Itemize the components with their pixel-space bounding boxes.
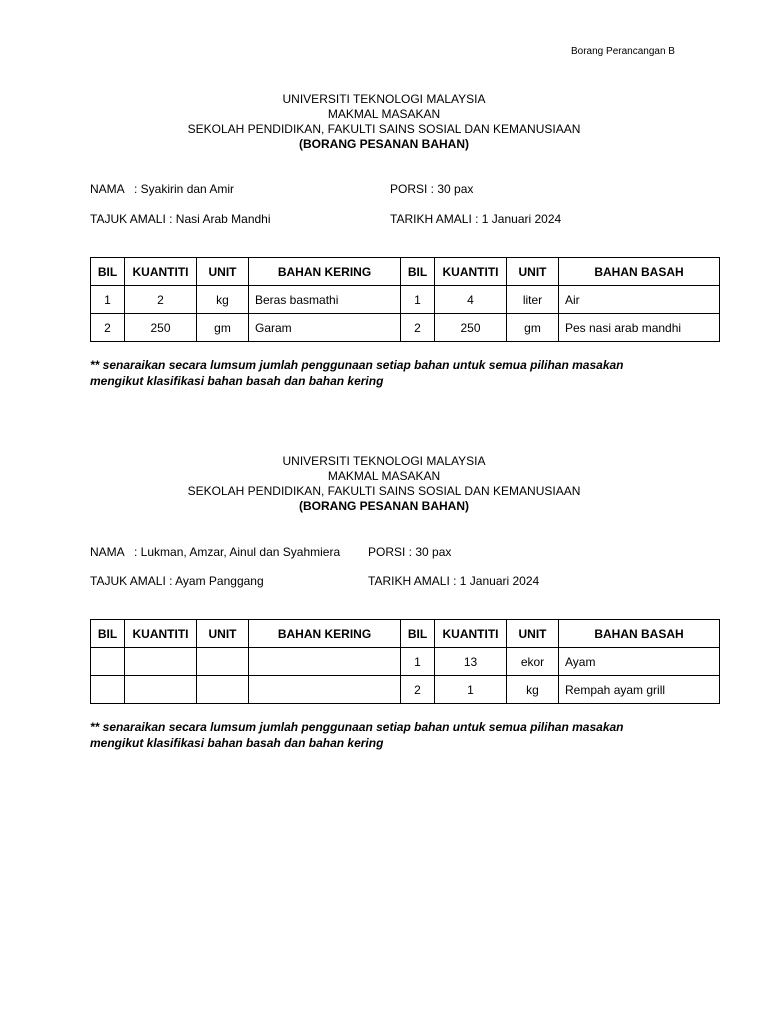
table-header-row	[91, 620, 720, 648]
cell-wet-kuantiti: 1	[435, 676, 507, 704]
tarikh-amali-field: TARIKH AMALI : 1 Januari 2024	[390, 212, 562, 226]
header-kuantiti: KUANTITI	[125, 258, 197, 286]
ingredient-table	[90, 619, 720, 704]
cell-dry-bahan: Beras basmathi	[249, 286, 401, 314]
cell-dry-kuantiti: 2	[125, 286, 197, 314]
header-unit: UNIT	[197, 620, 249, 648]
header-kuantiti: KUANTITI	[125, 620, 197, 648]
cell-dry-unit: kg	[197, 286, 249, 314]
tajuk-amali-field: TAJUK AMALI : Ayam Panggang	[90, 574, 264, 588]
cell-wet-kuantiti: 250	[435, 314, 507, 342]
cell-dry-bahan	[249, 676, 401, 704]
school-name: SEKOLAH PENDIDIKAN, FAKULTI SAINS SOSIAL DAN KEMANUSIAAN	[187, 484, 581, 498]
tarikh-amali-field: TARIKH AMALI : 1 Januari 2024	[368, 574, 540, 588]
cell-wet-bil: 1	[401, 648, 435, 676]
info-row-tajuk	[0, 573, 768, 589]
note-line: ** senaraikan secara lumsum jumlah penggunaan setiap bahan untuk semua pilihan masakan	[90, 358, 624, 372]
cell-wet-bahan: Air	[559, 286, 720, 314]
cell-dry-bil: 1	[91, 286, 125, 314]
cell-dry-bahan: Garam	[249, 314, 401, 342]
cell-wet-kuantiti: 4	[435, 286, 507, 314]
cell-wet-bil: 2	[401, 676, 435, 704]
form-title: (BORANG PESANAN BAHAN)	[299, 499, 469, 513]
header-bil: BIL	[91, 258, 125, 286]
lab-name: MAKMAL MASAKAN	[327, 469, 441, 483]
cell-dry-bil	[91, 676, 125, 704]
form-title: (BORANG PESANAN BAHAN)	[299, 137, 469, 151]
info-row-nama	[0, 181, 768, 197]
university-name: UNIVERSITI TEKNOLOGI MALAYSIA	[282, 92, 486, 106]
cell-dry-unit: gm	[197, 314, 249, 342]
header-unit: UNIT	[197, 258, 249, 286]
header-bahan-kering: BAHAN KERING	[249, 620, 401, 648]
table-header-row	[91, 258, 720, 286]
header-bahan-basah: BAHAN BASAH	[559, 620, 720, 648]
cell-wet-unit: kg	[507, 676, 559, 704]
school-name: SEKOLAH PENDIDIKAN, FAKULTI SAINS SOSIAL DAN KEMANUSIAAN	[187, 122, 581, 136]
header-bil: BIL	[401, 258, 435, 286]
note-line: mengikut klasifikasi bahan basah dan bahan kering	[90, 736, 384, 750]
form-code: Borang Perancangan B	[571, 46, 675, 57]
cell-wet-unit: gm	[507, 314, 559, 342]
header-bil: BIL	[401, 620, 435, 648]
cell-dry-kuantiti	[125, 676, 197, 704]
header-kuantiti: KUANTITI	[435, 258, 507, 286]
table-row	[91, 676, 720, 704]
porsi-field: PORSI : 30 pax	[368, 545, 452, 559]
instruction-note	[90, 719, 690, 751]
cell-wet-kuantiti: 13	[435, 648, 507, 676]
form-heading	[0, 454, 768, 514]
cell-dry-kuantiti: 250	[125, 314, 197, 342]
cell-wet-bil: 2	[401, 314, 435, 342]
cell-wet-bahan: Rempah ayam grill	[559, 676, 720, 704]
table-row	[91, 648, 720, 676]
cell-dry-unit	[197, 676, 249, 704]
header-bahan-basah: BAHAN BASAH	[559, 258, 720, 286]
cell-dry-unit	[197, 648, 249, 676]
table-row	[91, 314, 720, 342]
cell-dry-kuantiti	[125, 648, 197, 676]
tajuk-amali-field: TAJUK AMALI : Nasi Arab Mandhi	[90, 212, 271, 226]
lab-name: MAKMAL MASAKAN	[327, 107, 441, 121]
header-unit: UNIT	[507, 620, 559, 648]
cell-dry-bil: 2	[91, 314, 125, 342]
nama-field: NAMA : Lukman, Amzar, Ainul dan Syahmiera	[90, 545, 341, 559]
university-name: UNIVERSITI TEKNOLOGI MALAYSIA	[282, 454, 486, 468]
porsi-field: PORSI : 30 pax	[390, 182, 474, 196]
cell-dry-bahan	[249, 648, 401, 676]
header-bil: BIL	[91, 620, 125, 648]
header-bahan-kering: BAHAN KERING	[249, 258, 401, 286]
info-row-tajuk	[0, 211, 768, 227]
table-row	[91, 286, 720, 314]
ingredient-table	[90, 257, 720, 342]
cell-dry-bil	[91, 648, 125, 676]
note-line: mengikut klasifikasi bahan basah dan bahan kering	[90, 374, 384, 388]
info-row-nama	[0, 544, 768, 560]
form-heading	[0, 92, 768, 152]
nama-field: NAMA : Syakirin dan Amir	[90, 182, 235, 196]
note-line: ** senaraikan secara lumsum jumlah penggunaan setiap bahan untuk semua pilihan masakan	[90, 720, 624, 734]
cell-wet-unit: liter	[507, 286, 559, 314]
instruction-note	[90, 357, 690, 389]
header-kuantiti: KUANTITI	[435, 620, 507, 648]
cell-wet-unit: ekor	[507, 648, 559, 676]
cell-wet-bil: 1	[401, 286, 435, 314]
cell-wet-bahan: Ayam	[559, 648, 720, 676]
cell-wet-bahan: Pes nasi arab mandhi	[559, 314, 720, 342]
header-unit: UNIT	[507, 258, 559, 286]
